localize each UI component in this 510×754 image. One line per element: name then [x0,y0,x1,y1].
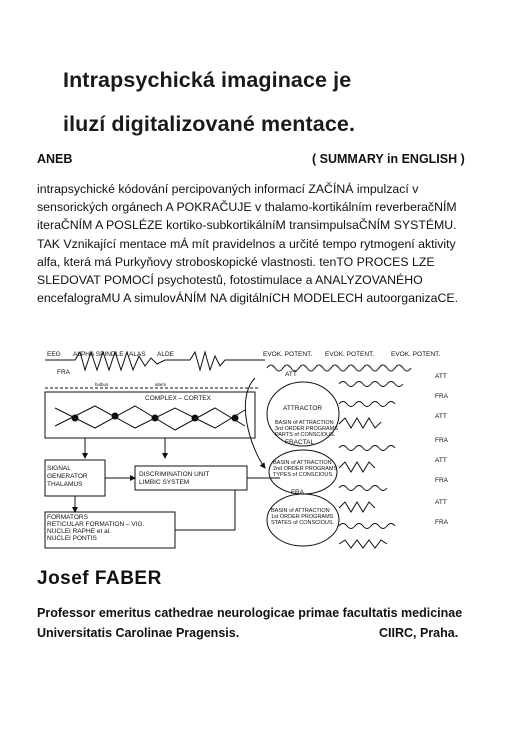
att-label: ATT [285,371,297,378]
basin2-line1: BASIN of ATTRACTION [273,460,332,466]
bulbus-label: bulbus [95,382,109,387]
discrim-line2: LIMBIC SYSTEM [139,479,190,486]
basin3-line1: BASIN of ATTRACTION [275,420,334,426]
basin2-line2: 2nd ORDER PROGRAMS [273,466,338,472]
signal-line2: GENERATOR [47,473,88,480]
fra-label-2: FRA [291,489,304,496]
att-right-2: ATT [435,413,447,420]
title-line-1: Intrapsychická imaginace je [63,68,352,92]
attractor-label: ATTRACTOR [283,405,323,412]
abstract-line: iteraČNÍM A POSLÉZE kortiko-subkortikálníM transimpulsaČNÍM SYSTÉMU. [37,218,457,233]
abstract-line: encefalograMU A simulovÁNÍM NA digitálníCH MODELECH autoorganizaCE. [37,291,458,306]
basin1-line1: BASIN of ATTRACTION [271,508,330,514]
complex-cortex-label: COMPLEX – CORTEX [145,395,211,402]
fra-label: FRA [57,369,70,376]
abstract-line: intrapsychické kódování percipovaných informací ZAČÍNÁ impulzací v [37,182,419,196]
abstract-line: TAK Vznikající mentace mÁ mít pravidelnos a určité tempo rytmogení aktivity [37,236,456,251]
fractal-label: FRACTAL [285,439,315,446]
affiliation-line-1: Professor emeritus cathedrae neurologicae primae facultatis medicinae [37,606,463,620]
basin1-line2: 1st ORDER PROGRAMS [271,514,334,520]
evok-label-1: EVOK. POTENT. [263,351,313,358]
attractor-model-diagram [35,348,475,550]
fra-right-3: FRA [435,477,448,484]
aneb-label: ANEB [37,152,73,166]
fra-right-2: FRA [435,437,448,444]
eeg-label: EEG [47,351,61,358]
discrim-line1: DISCRIMINATION UNIT [139,471,210,478]
abstract-line: alfa, která má Purkyňovy stroboskopické vlastnosti. tenTO PROCES LZE [37,254,435,269]
evok-label-2: EVOK. POTENT. [325,351,375,358]
abstract-paragraph [37,180,487,307]
signal-line3: THALAMUS [47,481,83,488]
signal-line1: SIGNAL [47,465,71,472]
att-right-1: ATT [435,373,447,380]
abstract-line: sensorických orgánech A POKRAČUJE v thalamo-kortikálním reverberačNÍM [37,200,457,215]
alarm-label: alarm [155,382,167,387]
author-name: Josef FABER [37,568,162,589]
alde-label: ALDE [157,351,174,358]
formators-line1: FORMATORS [47,514,88,521]
basin3-line2: 3rd ORDER PROGRAMS [275,426,338,432]
evok-label-3: EVOK. POTENT. [391,351,441,358]
affiliation-line-2: Universitatis Carolinae Pragensis. [37,626,240,640]
summary-label: ( SUMMARY in ENGLISH ) [312,152,465,166]
fra-right-1: FRA [435,393,448,400]
att-right-4: ATT [435,499,447,506]
alpha-spindle-label: ALPHA SPINDLE - ALAS [73,351,146,358]
title-line-2: iluzí digitalizované mentace. [63,112,356,136]
institution-location: CIIRC, Praha. [379,626,459,640]
formators-line2: RETICULAR FORMATION – VIG. [47,521,145,528]
abstract-line: SLEDOVAT POMOCÍ psychotestů, fotostimulace a ANALYZOVANÉHO [37,273,423,288]
formators-line3: NUCLEI RAPHE et al. [47,528,111,535]
basin2-line3: TYPES of CONSCIOUS. [273,472,334,478]
att-right-3: ATT [435,457,447,464]
fra-right-4: FRA [435,519,448,526]
basin1-line3: STATES of CONSCIOUS. [271,520,335,526]
formators-line4: NUCLEI PONTIS [47,535,97,542]
basin3-line3: PARTS of CONSCIOUS. [275,432,336,438]
